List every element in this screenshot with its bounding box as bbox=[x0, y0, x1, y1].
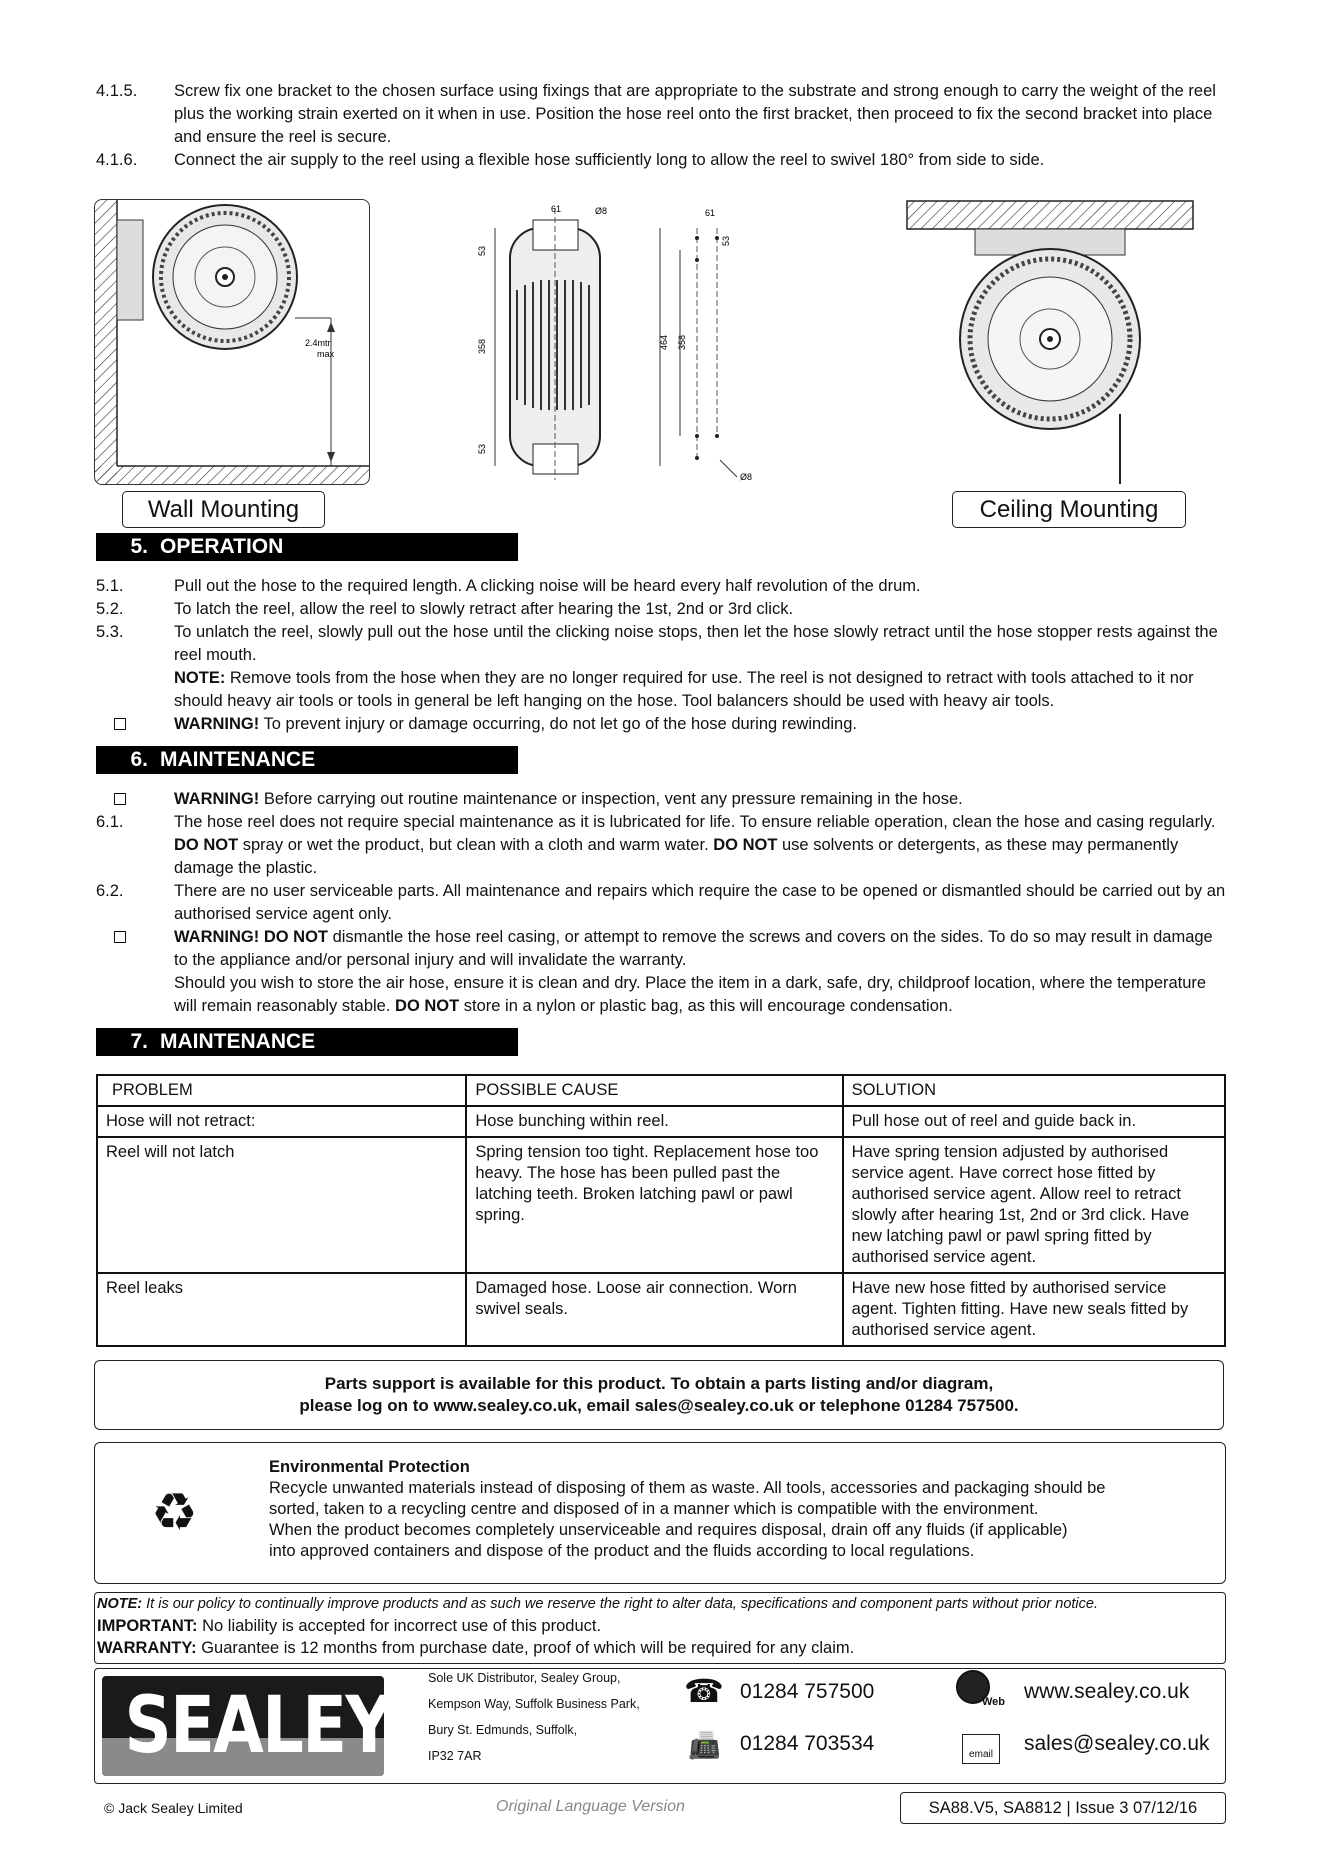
table-cell: Reel leaks bbox=[97, 1273, 466, 1346]
important-text: No liability is accepted for incorrect use of this product. bbox=[197, 1617, 602, 1635]
table-cell: Damaged hose. Loose air connection. Worn swivel seals. bbox=[466, 1273, 842, 1346]
dim-464: 464 bbox=[659, 334, 669, 350]
section-heading-troubleshooting bbox=[96, 1028, 518, 1056]
phone-number: 01284 757500 bbox=[740, 1680, 875, 1703]
model-issue-badge: SA88.V5, SA8812 | Issue 3 07/12/16 bbox=[900, 1792, 1226, 1824]
dim-358-left: 358 bbox=[477, 338, 487, 354]
dimension-drawing bbox=[465, 200, 785, 485]
step-6-1 bbox=[96, 811, 1228, 880]
policy-note bbox=[97, 1594, 1098, 1614]
warning-label: WARNING! bbox=[174, 715, 260, 733]
address-line: Kempson Way, Suffolk Business Park, bbox=[428, 1697, 640, 1711]
section-title: MAINTENANCE bbox=[160, 748, 316, 771]
step-text: Connect the air supply to the reel using a flexible hose sufficiently long to allow the reel to swivel 180° from side to side. bbox=[174, 151, 1045, 169]
dim-53-right: 53 bbox=[721, 235, 731, 246]
fax-number: 01284 703534 bbox=[740, 1732, 875, 1755]
step-5-3 bbox=[96, 621, 1228, 667]
step-text: To unlatch the reel, slowly pull out the hose until the clicking noise stops, then let the hose slowly retract until the hose stopper rests against the reel mouth. bbox=[174, 623, 1218, 664]
table-cell: Hose will not retract: bbox=[97, 1106, 466, 1137]
checkbox-icon bbox=[114, 793, 126, 805]
reel-side-view-drawing bbox=[465, 200, 785, 485]
recycle-icon: ♻ bbox=[151, 1484, 198, 1542]
important-label: IMPORTANT: bbox=[97, 1617, 198, 1635]
table-cell: Reel will not latch bbox=[97, 1137, 466, 1273]
step-number: 5.1. bbox=[96, 577, 124, 595]
section-title: OPERATION bbox=[160, 535, 284, 558]
step-4-1-5 bbox=[96, 80, 1228, 149]
address-line: Sole UK Distributor, Sealey Group, bbox=[428, 1671, 621, 1685]
phone-icon: ☎ bbox=[684, 1673, 724, 1709]
step-number: 5.3. bbox=[96, 623, 124, 641]
note-label: NOTE: bbox=[97, 1596, 143, 1612]
column-header: PROBLEM bbox=[97, 1075, 466, 1106]
step-4-1-6 bbox=[96, 149, 1228, 172]
step-text: There are no user serviceable parts. All maintenance and repairs which require the case to be opened or dismantled should be carried out by an authorised service agent only. bbox=[174, 882, 1226, 923]
logo-text: SEALEY bbox=[124, 1681, 392, 1771]
warning-label: WARNING! bbox=[174, 790, 260, 808]
email-link[interactable]: sales@sealey.co.uk bbox=[1024, 1732, 1210, 1755]
table-cell: Have spring tension adjusted by authorised service agent. Have correct hose fitted by authorised service agent. Allow reel to retract slowly after hearing 1st, 2nd or 3rd click. Have new latching pawl or pawl spring fitted by authorised service agent. bbox=[843, 1137, 1225, 1273]
dim-53-top: 53 bbox=[477, 245, 487, 256]
warning-text: dismantle the hose reel casing, or attempt to remove the screws and covers on the sides. To do so may result in damage to the appliance and/or personal injury and will invalidate the warranty. bbox=[174, 928, 1213, 969]
table-cell: Hose bunching within reel. bbox=[466, 1106, 842, 1137]
ceiling-mounting-label: Ceiling Mounting bbox=[952, 491, 1186, 528]
environmental-line: sorted, taken to a recycling centre and disposed of in a manner which is compatible with the environment. bbox=[269, 1500, 1039, 1518]
step-number: 5.2. bbox=[96, 600, 124, 618]
address-line: Bury St. Edmunds, Suffolk, bbox=[428, 1723, 578, 1737]
dim-dia8-left: Ø8 bbox=[595, 206, 608, 216]
notes-box bbox=[94, 1592, 1226, 1664]
storage-instructions bbox=[96, 972, 1228, 1018]
step-number: 4.1.5. bbox=[96, 82, 138, 100]
section-number: 6. bbox=[130, 748, 148, 771]
section-title: MAINTENANCE bbox=[160, 1030, 316, 1053]
step-text: To latch the reel, allow the reel to slowly retract after hearing the 1st, 2nd or 3rd click. bbox=[174, 600, 794, 618]
dim-61-right: 61 bbox=[705, 208, 716, 218]
table-row bbox=[97, 1273, 1225, 1346]
step-number: 6.2. bbox=[96, 882, 124, 900]
warning-text: Before carrying out routine maintenance or inspection, vent any pressure remaining in the hose. bbox=[259, 790, 963, 808]
note-label: NOTE: bbox=[174, 669, 226, 687]
warranty-text: Guarantee is 12 months from purchase date, proof of which will be required for any claim. bbox=[196, 1639, 855, 1657]
maintenance-warning-2 bbox=[96, 926, 1228, 972]
do-not-label: DO NOT bbox=[713, 836, 778, 854]
wall-mount-drawing bbox=[95, 200, 369, 484]
section-heading-operation bbox=[96, 533, 518, 561]
web-globe-icon bbox=[956, 1670, 1006, 1710]
table-cell: Have new hose fitted by authorised service agent. Tighten fitting. Have new seals fitted by authorised service agent. bbox=[843, 1273, 1225, 1346]
environmental-line: When the product becomes completely unserviceable and requires disposal, drain off any fluids (if applicable) bbox=[269, 1521, 1068, 1539]
operation-note bbox=[96, 667, 1228, 713]
warning-label: WARNING! DO NOT bbox=[174, 928, 328, 946]
troubleshooting-table bbox=[96, 1074, 1226, 1347]
fax-icon: 📠 bbox=[688, 1730, 721, 1760]
maintenance-warning-1 bbox=[96, 788, 1228, 811]
email-icon-label: email bbox=[969, 1749, 993, 1760]
step-6-2 bbox=[96, 880, 1228, 926]
checkbox-icon bbox=[114, 718, 126, 730]
dim-dia8-right: Ø8 bbox=[740, 472, 753, 482]
note-text: It is our policy to continually improve products and as such we reserve the right to alter data, specifications and component parts without prior notice. bbox=[142, 1596, 1098, 1612]
wall-mounting-label: Wall Mounting bbox=[122, 491, 325, 528]
address-line: IP32 7AR bbox=[428, 1749, 482, 1763]
environmental-box bbox=[94, 1442, 1226, 1584]
table-header-row bbox=[97, 1075, 1225, 1106]
environmental-title: Environmental Protection bbox=[269, 1458, 470, 1476]
ceiling-mount-drawing bbox=[905, 199, 1195, 484]
wall-mounting-figure bbox=[94, 199, 370, 485]
step-text: The hose reel does not require special maintenance as it is lubricated for life. To ensure reliable operation, clean the hose and casing regularly. bbox=[174, 813, 1216, 831]
column-header: POSSIBLE CAUSE bbox=[466, 1075, 842, 1106]
warranty-note bbox=[97, 1638, 854, 1659]
parts-support-line: please log on to www.sealey.co.uk, email sales@sealey.co.uk or telephone 01284 757500. bbox=[299, 1396, 1019, 1415]
note-text: Remove tools from the hose when they are no longer required for use. The reel is not designed to retract with tools attached to it nor should heavy air tools or tools in general be left hanging on the hose. Tool balancers should be used with heavy air tools. bbox=[174, 669, 1194, 710]
section-number: 7. bbox=[130, 1030, 148, 1053]
important-note bbox=[97, 1616, 601, 1637]
step-text: Pull out the hose to the required length. A clicking noise will be heard every half revolution of the drum. bbox=[174, 577, 921, 595]
parts-support-line: Parts support is available for this product. To obtain a parts listing and/or diagram, bbox=[324, 1374, 994, 1393]
height-note-max: max bbox=[317, 349, 335, 359]
section-number: 5. bbox=[130, 535, 148, 558]
do-not-label: DO NOT bbox=[395, 997, 460, 1015]
step-number: 4.1.6. bbox=[96, 151, 138, 169]
height-note: 2.4mtr bbox=[305, 338, 331, 348]
storage-text: store in a nylon or plastic bag, as this will encourage condensation. bbox=[459, 997, 953, 1015]
table-cell: Pull hose out of reel and guide back in. bbox=[843, 1106, 1225, 1137]
step-text: use solvents or detergents, as these may permanently damage the plastic. bbox=[174, 836, 1179, 877]
website-link[interactable]: www.sealey.co.uk bbox=[1024, 1680, 1190, 1703]
column-header: SOLUTION bbox=[843, 1075, 1225, 1106]
storage-text: Should you wish to store the air hose, ensure it is clean and dry. Place the item in a dark, safe, dry, childproof location, where the temperature will remain reasonably stable. bbox=[174, 974, 1207, 1015]
distributor-address bbox=[428, 1668, 640, 1772]
dim-53-bottom: 53 bbox=[477, 443, 487, 454]
checkbox-icon bbox=[114, 931, 126, 943]
table-cell: Spring tension too tight. Replacement hose too heavy. The hose has been pulled past the latching teeth. Broken latching pawl or pawl spring. bbox=[466, 1137, 842, 1273]
environmental-line: into approved containers and dispose of the product and the fluids according to local regulations. bbox=[269, 1542, 975, 1560]
environmental-line: Recycle unwanted materials instead of disposing of them as waste. All tools, accessories and packaging should be bbox=[269, 1479, 1106, 1497]
sealey-logo bbox=[102, 1676, 392, 1776]
step-text: spray or wet the product, but clean with a cloth and warm water. bbox=[238, 836, 714, 854]
do-not-label: DO NOT bbox=[174, 836, 239, 854]
dim-358-right: 358 bbox=[677, 334, 687, 350]
section-heading-maintenance bbox=[96, 746, 518, 774]
web-label: Web bbox=[982, 1696, 1006, 1708]
table-row bbox=[97, 1106, 1225, 1137]
copyright: © Jack Sealey Limited bbox=[104, 1800, 243, 1816]
language-version: Original Language Version bbox=[496, 1798, 685, 1815]
step-5-1 bbox=[96, 575, 1228, 598]
parts-support-box bbox=[94, 1360, 1224, 1430]
step-number: 6.1. bbox=[96, 813, 124, 831]
table-row bbox=[97, 1137, 1225, 1273]
step-5-2 bbox=[96, 598, 1228, 621]
dim-61-left: 61 bbox=[551, 204, 562, 214]
ceiling-mounting-figure bbox=[905, 199, 1195, 484]
warranty-label: WARRANTY: bbox=[97, 1639, 197, 1657]
email-icon bbox=[962, 1734, 1000, 1764]
step-text: Screw fix one bracket to the chosen surface using fixings that are appropriate to the substrate and strong enough to carry the weight of the reel plus the working strain exerted on it when in use. Position the hose reel onto the first bracket, then proceed to fix the second bracket into place and ensure the reel is secure. bbox=[174, 82, 1216, 146]
operation-warning bbox=[96, 713, 1228, 736]
environmental-text bbox=[269, 1457, 1105, 1562]
warning-text: To prevent injury or damage occurring, do not let go of the hose during rewinding. bbox=[259, 715, 857, 733]
